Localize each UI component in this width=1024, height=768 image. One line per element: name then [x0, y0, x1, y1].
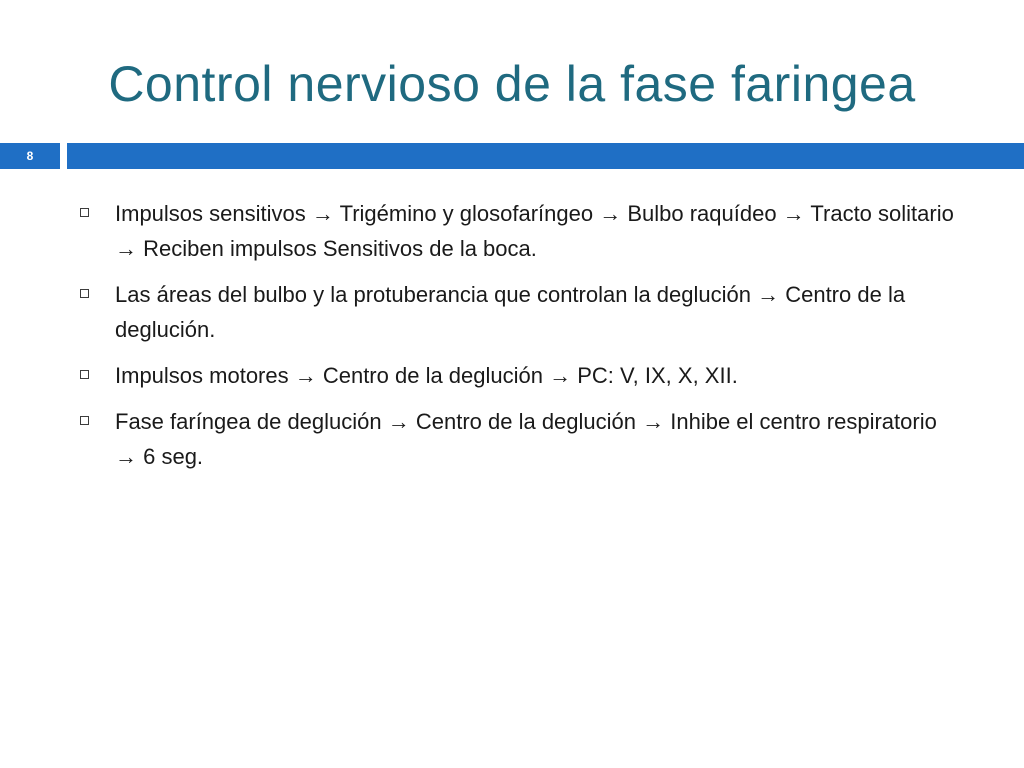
hollow-square-bullet-icon	[80, 370, 89, 379]
bullet-text: Fase faríngea de deglución → Centro de la deglución → Inhibe el centro respiratorio → 6 seg.	[115, 409, 937, 469]
bullet-text: Impulsos sensitivos → Trigémino y glosofaríngeo → Bulbo raquídeo → Tracto solitario → Reciben impulsos Sensitivos de la boca.	[115, 201, 954, 261]
slide-number: 8	[26, 149, 34, 163]
bullet-item	[78, 196, 958, 266]
hollow-square-bullet-icon	[80, 289, 89, 298]
bullet-item	[78, 277, 958, 347]
bullet-text: Las áreas del bulbo y la protuberancia que controlan la deglución → Centro de la deglución.	[115, 282, 906, 342]
bullet-list	[78, 196, 958, 485]
bullet-item	[78, 358, 958, 393]
hollow-square-bullet-icon	[80, 208, 89, 217]
hollow-square-bullet-icon	[80, 416, 89, 425]
bullet-text: Impulsos motores → Centro de la deglución → PC: V, IX, X, XII.	[115, 363, 738, 388]
header-band	[67, 143, 1024, 169]
bullet-item	[78, 404, 958, 474]
slide-title: Control nervioso de la fase faringea	[108, 56, 916, 112]
